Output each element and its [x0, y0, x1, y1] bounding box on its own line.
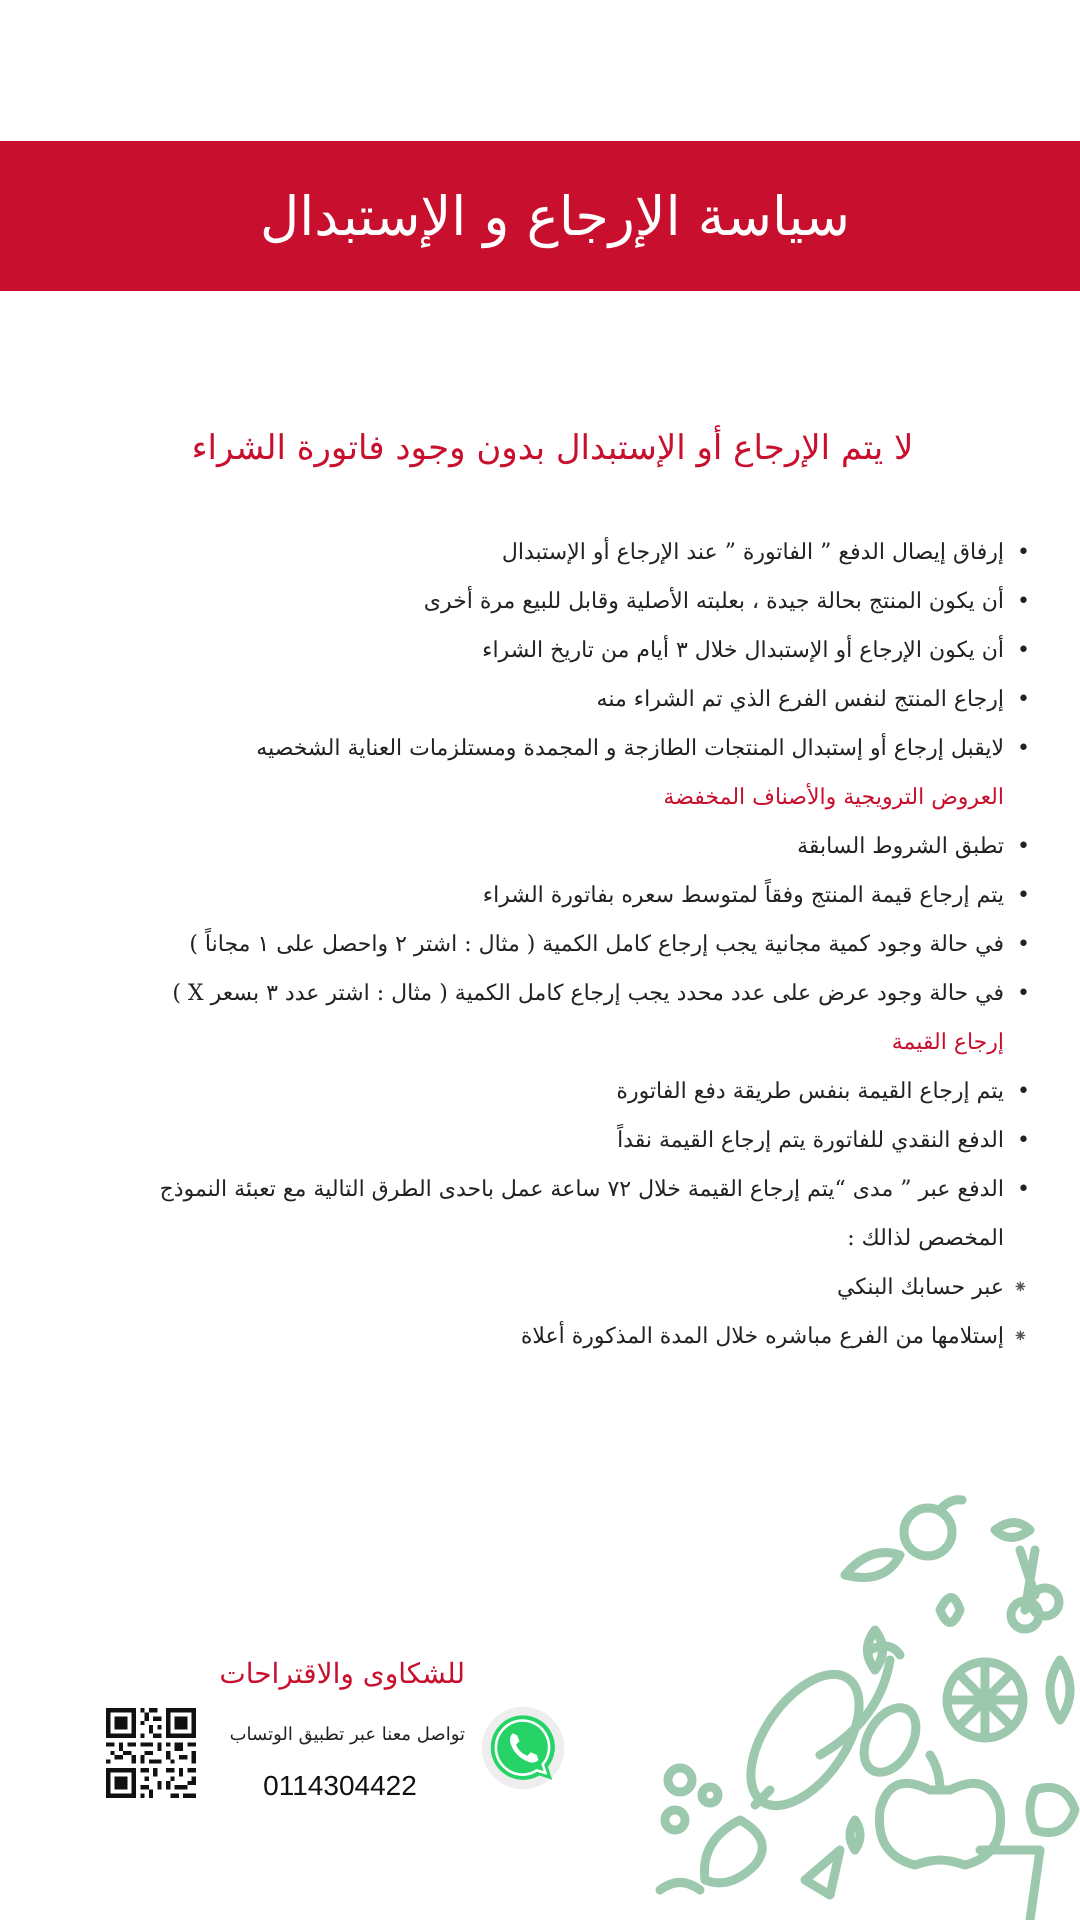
contact-subtitle: تواصل معنا عبر تطبيق الوتساب — [229, 1724, 465, 1745]
policy-item: • في حالة وجود عرض على عدد محدد يجب إرجاع كامل الكمية ( مثال : اشتر عدد ٣ بسعر X ) — [40, 969, 1040, 1018]
policy-item: • تطبق الشروط السابقة — [40, 822, 1040, 871]
policy-item: • في حالة وجود كمية مجانية يجب إرجاع كامل الكمية ( مثال : اشتر ٢ واحصل على ١ مجاناً ) — [40, 920, 1040, 969]
policy-item: • إرفاق إيصال الدفع ” الفاتورة ” عند الإرجاع أو الإستبدال — [40, 528, 1040, 577]
produce-illustration — [640, 1490, 1080, 1920]
whatsapp-icon[interactable] — [480, 1705, 566, 1791]
policy-item: • الدفع عبر ” مدى “يتم إرجاع القيمة خلال ٧٢ ساعة عمل باحدى الطرق التالية مع تعبئة النموذج — [40, 1165, 1040, 1214]
header-banner — [0, 141, 1080, 291]
policy-item: • يتم إرجاع القيمة بنفس طريقة دفع الفاتورة — [40, 1067, 1040, 1116]
policy-item: ⁕ إستلامها من الفرع مباشره خلال المدة المذكورة أعلاة — [40, 1312, 1040, 1361]
section-heading: العروض الترويجية والأصناف المخفضة — [663, 785, 1004, 810]
policy-item: • إرجاع المنتج لنفس الفرع الذي تم الشراء منه — [40, 675, 1040, 724]
policy-item: • الدفع النقدي للفاتورة يتم إرجاع القيمة نقداً — [40, 1116, 1040, 1165]
section-heading: إرجاع القيمة — [891, 1030, 1004, 1055]
policy-item: • أن يكون المنتج بحالة جيدة ، بعلبته الأصلية وقابل للبيع مرة أخرى — [40, 577, 1040, 626]
policy-item: ⁕ عبر حسابك البنكي — [40, 1263, 1040, 1312]
policy-list — [40, 528, 1040, 1361]
phone-number[interactable]: 0114304422 — [263, 1770, 417, 1801]
policy-item: • أن يكون الإرجاع أو الإستبدال خلال ٣ أيام من تاريخ الشراء — [40, 626, 1040, 675]
policy-subtitle: لا يتم الإرجاع أو الإستبدال بدون وجود فاتورة الشراء — [191, 428, 914, 468]
policy-item: • يتم إرجاع قيمة المنتج وفقاً لمتوسط سعره بفاتورة الشراء — [40, 871, 1040, 920]
page-title: سياسة الإرجاع و الإستبدال — [260, 184, 850, 248]
contact-title: للشكاوى والاقتراحات — [219, 1657, 465, 1690]
policy-item: • لايقبل إرجاع أو إستبدال المنتجات الطازجة و المجمدة ومستلزمات العناية الشخصيه — [40, 724, 1040, 773]
qr-code-icon[interactable] — [106, 1708, 196, 1798]
policy-item: المخصص لذالك : — [847, 1226, 1004, 1251]
